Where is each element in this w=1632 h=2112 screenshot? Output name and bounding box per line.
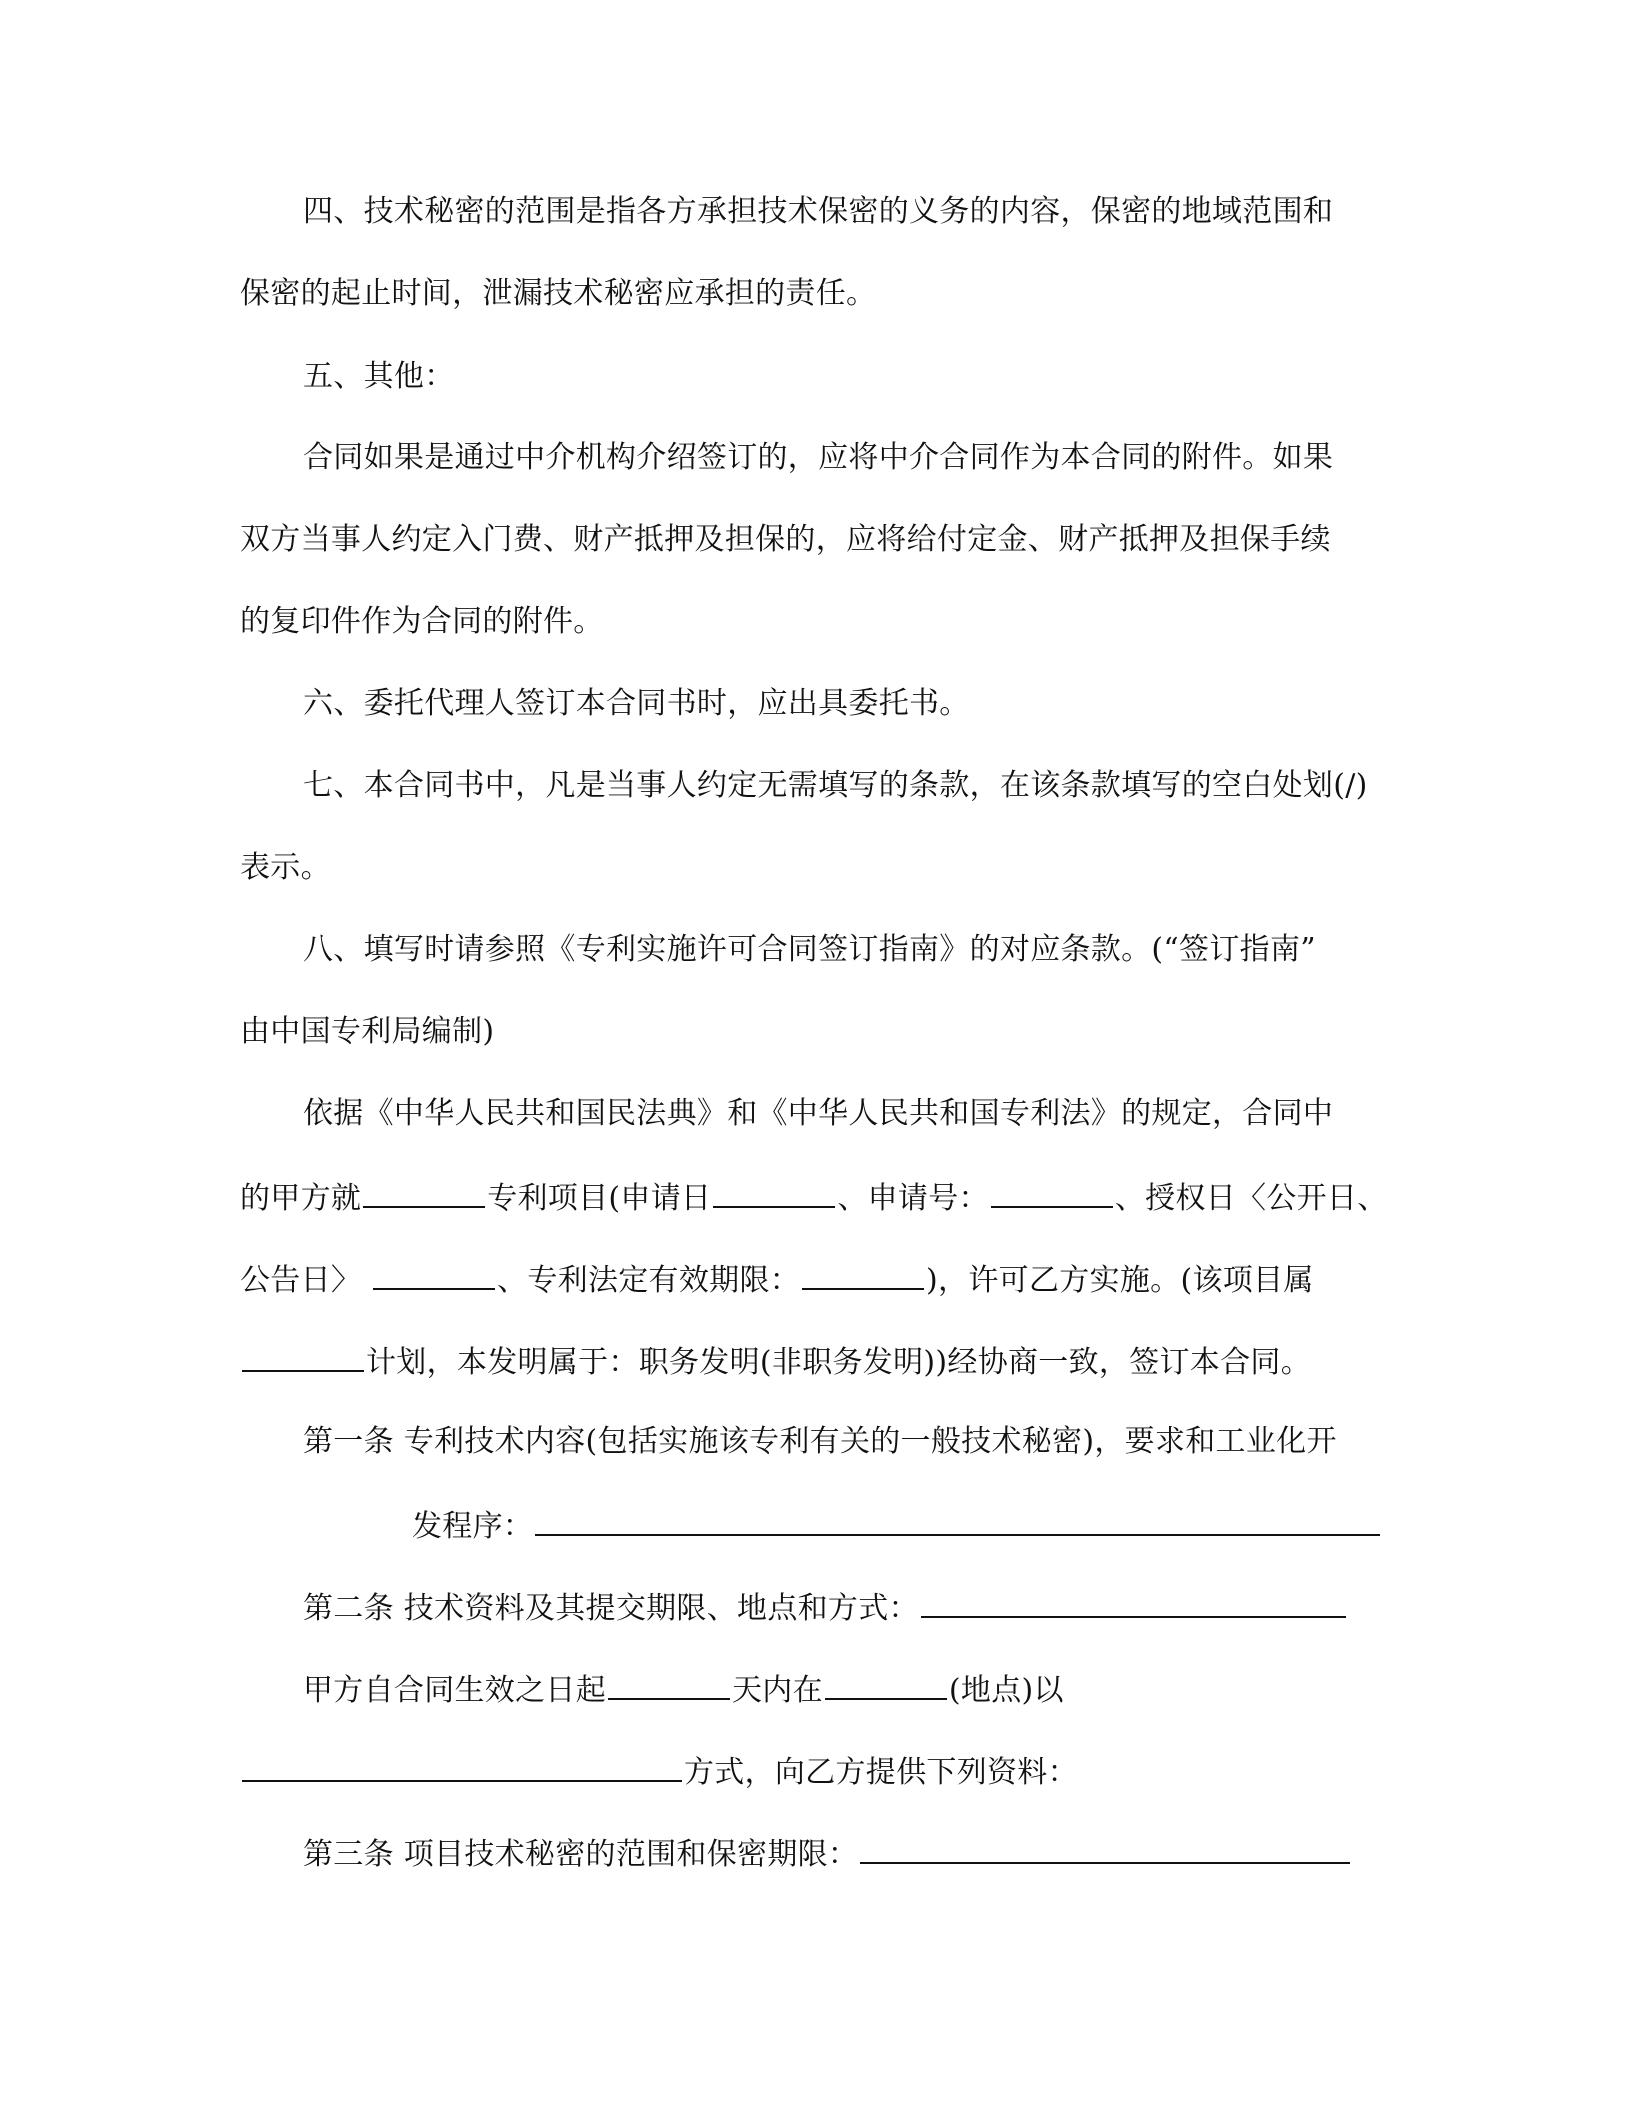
paragraph-line-with-blanks	[240, 1340, 1380, 1380]
text-segment: )，许可乙方实施。(该项目属	[926, 1263, 1314, 1298]
fill-in-blank[interactable]	[242, 1340, 364, 1372]
fill-in-blank[interactable]	[713, 1176, 835, 1208]
text-segment: 计划，本发明属于：职务发明(非职务发明))经协商一致，签订本合同。	[366, 1345, 1312, 1380]
text-segment: 天内在	[732, 1673, 823, 1708]
fill-in-blank[interactable]	[991, 1176, 1113, 1208]
paragraph-line-with-blanks	[240, 1750, 1380, 1790]
text-segment: (地点)以	[948, 1673, 1064, 1708]
article-one-continuation	[412, 1504, 1380, 1544]
paragraph-line: 六、委托代理人签订本合同书时，应出具委托书。	[303, 686, 970, 721]
fill-in-blank[interactable]	[608, 1668, 730, 1700]
text-segment: 、授权日〈公开日、	[1114, 1181, 1388, 1216]
article-two-heading	[303, 1586, 1380, 1626]
text-segment: 方式，向乙方提供下列资料：	[684, 1755, 1078, 1790]
paragraph-line-with-blanks	[240, 1176, 1388, 1216]
article-one-heading: 第一条 专利技术内容(包括实施该专利有关的一般技术秘密)，要求和工业化开	[303, 1424, 1337, 1459]
section-heading: 五、其他：	[303, 359, 455, 394]
paragraph-line: 的复印件作为合同的附件。	[240, 604, 604, 639]
paragraph-line: 八、填写时请参照《专利实施许可合同签订指南》的对应条款。(“签订指南”	[303, 932, 1316, 967]
fill-in-blank[interactable]	[802, 1258, 924, 1290]
fill-in-blank[interactable]	[921, 1586, 1346, 1618]
fill-in-blank[interactable]	[825, 1668, 947, 1700]
fill-in-blank[interactable]	[860, 1832, 1350, 1864]
paragraph-line: 双方当事人约定入门费、财产抵押及担保的，应将给付定金、财产抵押及担保手续	[240, 522, 1331, 557]
paragraph-line: 由中国专利局编制)	[240, 1014, 495, 1049]
text-segment: 、专利法定有效期限：	[497, 1263, 801, 1298]
paragraph-line: 表示。	[240, 850, 331, 885]
text-segment: 第二条 技术资料及其提交期限、地点和方式：	[303, 1591, 919, 1626]
paragraph-line: 依据《中华人民共和国民法典》和《中华人民共和国专利法》的规定，合同中	[303, 1096, 1334, 1131]
text-segment: 、申请号：	[837, 1181, 989, 1216]
text-segment: 专利项目(申请日	[487, 1181, 712, 1216]
paragraph-line: 合同如果是通过中介机构介绍签订的，应将中介合同作为本合同的附件。如果	[303, 440, 1334, 475]
text-segment: 第三条 项目技术秘密的范围和保密期限：	[303, 1837, 859, 1872]
fill-in-blank[interactable]	[363, 1176, 485, 1208]
text-segment: 的甲方就	[240, 1181, 362, 1216]
text-segment: 甲方自合同生效之日起	[303, 1673, 606, 1708]
fill-in-blank[interactable]	[535, 1504, 1380, 1536]
paragraph-line: 四、技术秘密的范围是指各方承担技术保密的义务的内容，保密的地域范围和	[303, 194, 1334, 229]
fill-in-blank[interactable]	[242, 1750, 682, 1782]
paragraph-line: 保密的起止时间，泄漏技术秘密应承担的责任。	[240, 276, 877, 311]
paragraph-line-with-blanks	[303, 1668, 1380, 1708]
article-three-heading	[303, 1832, 1380, 1872]
paragraph-line: 七、本合同书中，凡是当事人约定无需填写的条款，在该条款填写的空白处划(/)	[303, 768, 1368, 803]
paragraph-line-with-blanks	[240, 1258, 1380, 1298]
fill-in-blank[interactable]	[373, 1258, 495, 1290]
text-segment: 公告日〉	[240, 1263, 362, 1298]
text-segment: 发程序：	[412, 1509, 534, 1544]
